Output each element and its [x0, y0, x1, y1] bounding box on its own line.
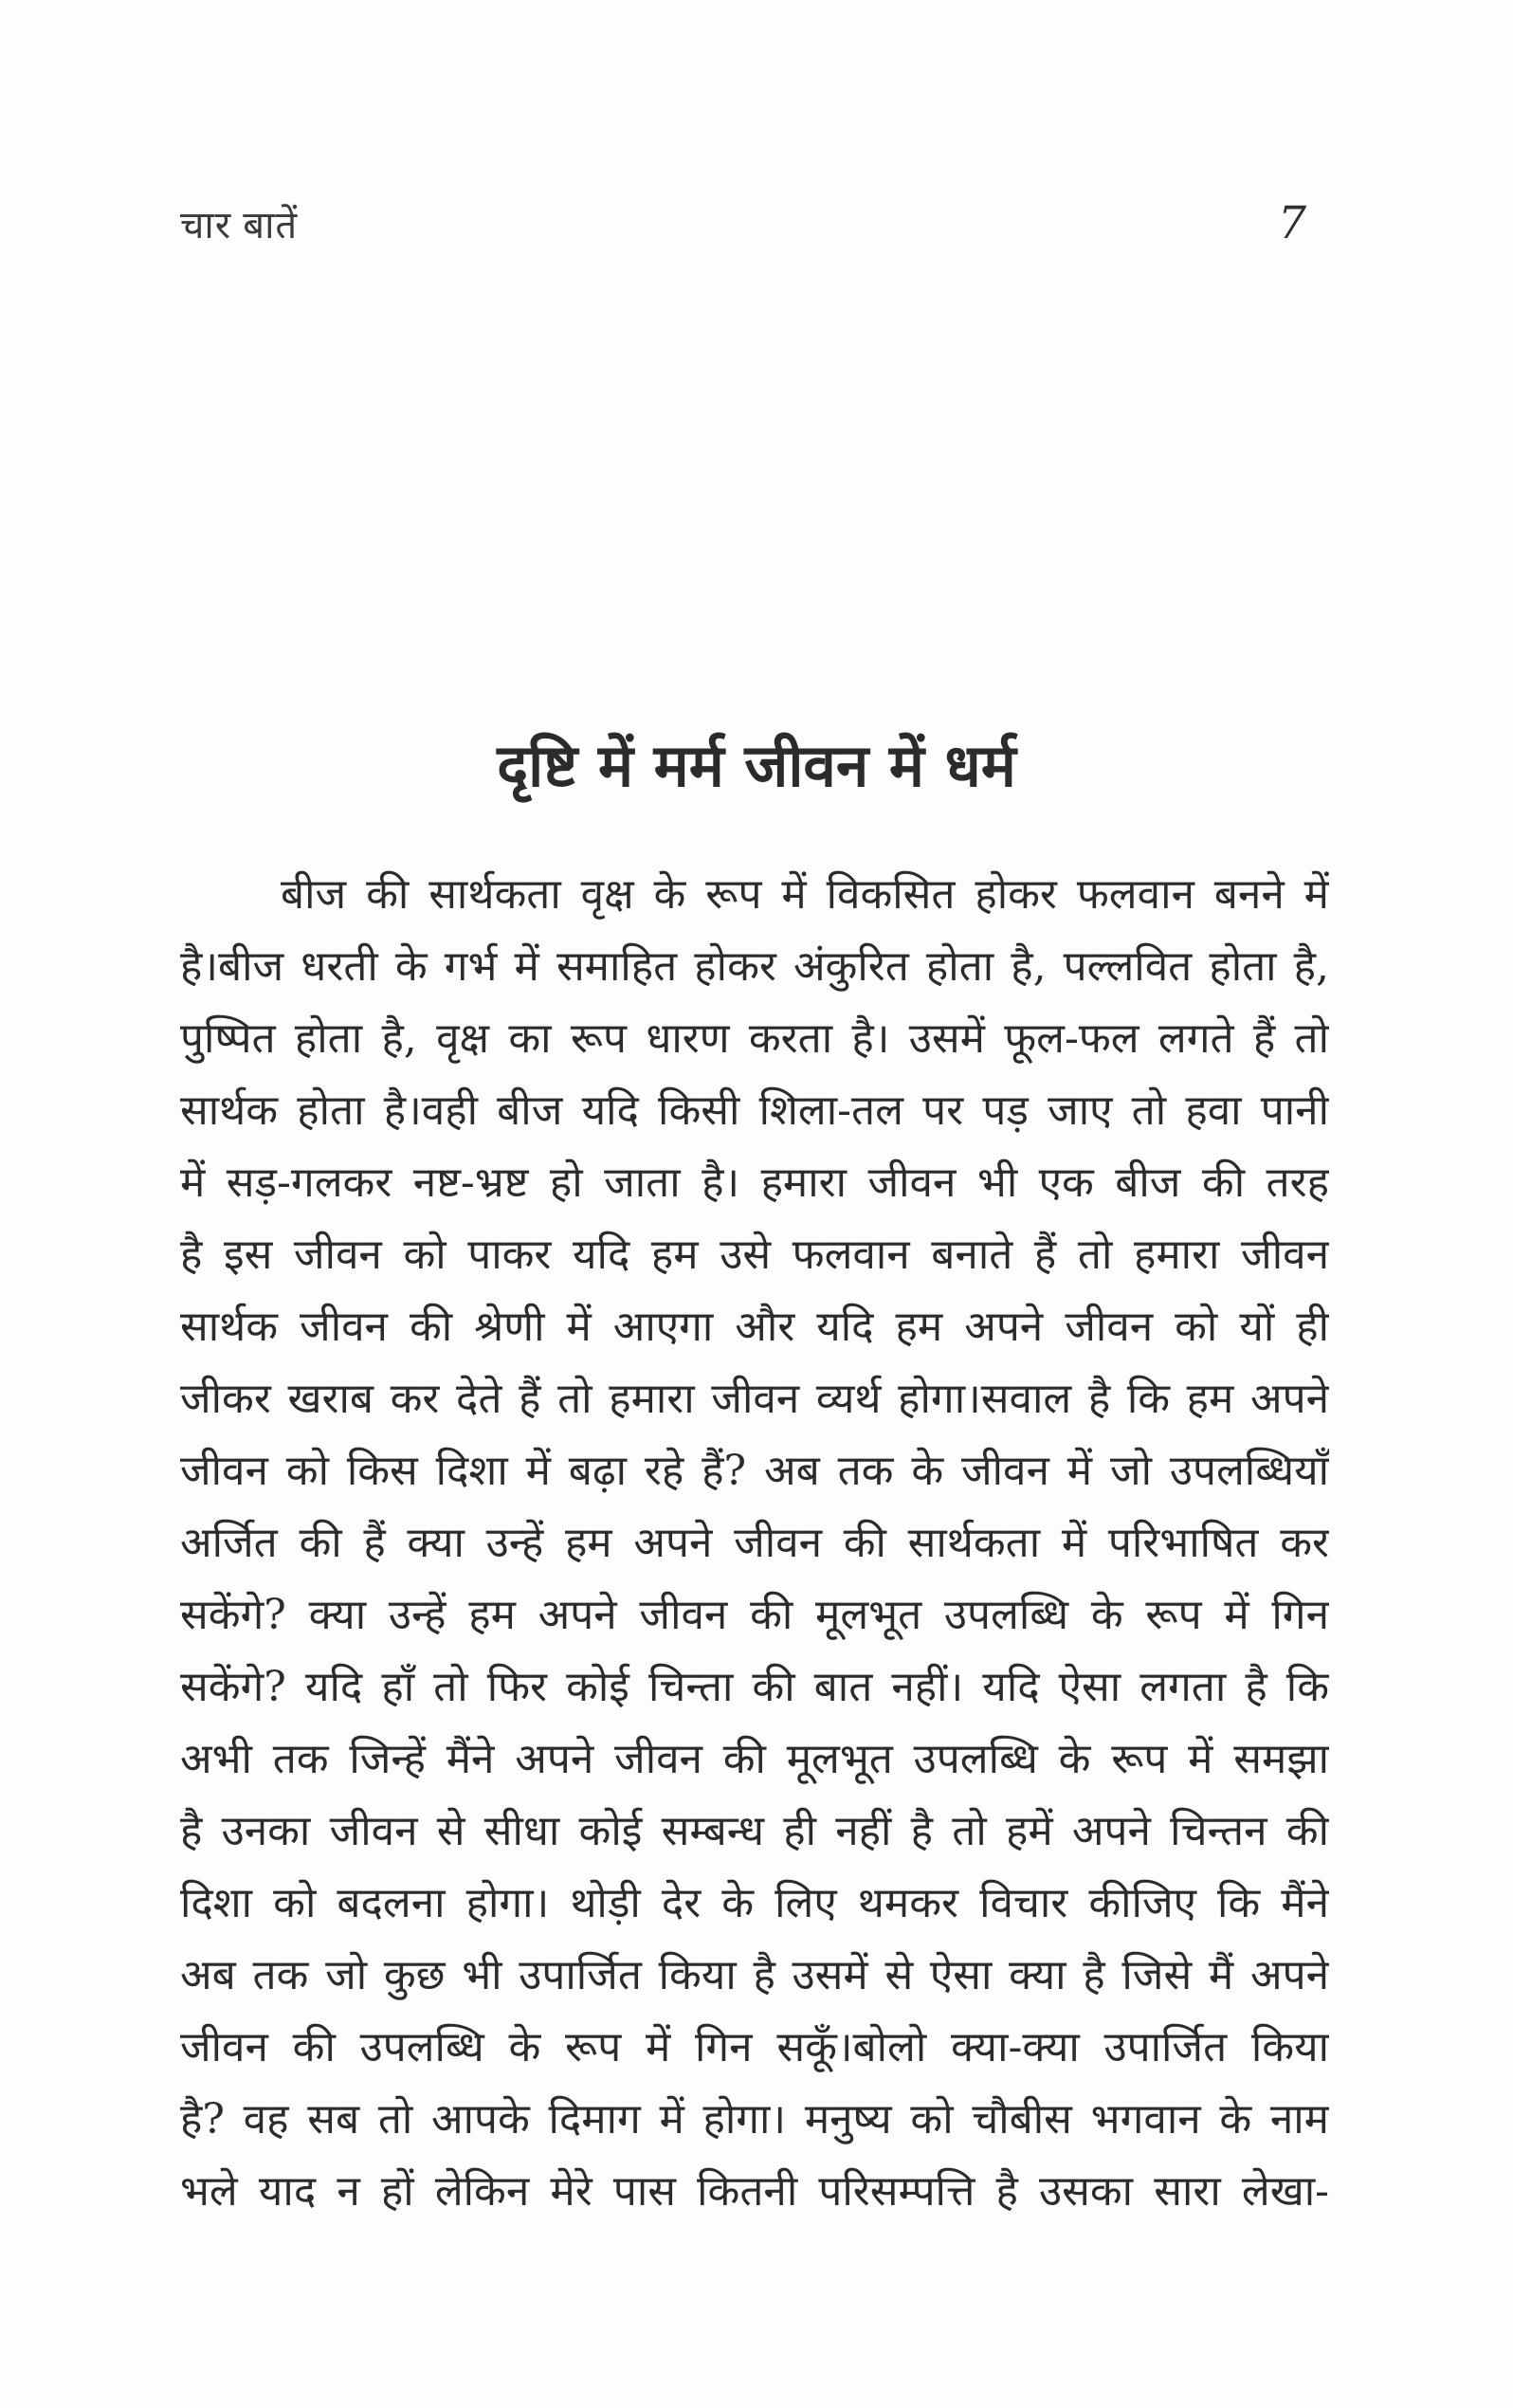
- page-header: [180, 197, 1327, 249]
- running-title: चार बातें: [180, 205, 299, 246]
- body-line: जीकर खराब कर देते हैं तो हमारा जीवन व्यर्थ होगा।सवाल है कि हम अपने: [180, 1375, 1329, 1423]
- body-line: अब तक जो कुछ भी उपार्जित किया है उसमें से ऐसा क्या है जिसे मैं अपने: [180, 1951, 1329, 1999]
- body-line: सकेंगे? क्या उन्हें हम अपने जीवन की मूलभूत उपलब्धि के रूप में गिन: [180, 1591, 1329, 1639]
- body-line: सार्थक जीवन की श्रेणी में आएगा और यदि हम अपने जीवन को यों ही: [180, 1303, 1329, 1351]
- body-line: दिशा को बदलना होगा। थोड़ी देर के लिए थमकर विचार कीजिए कि मैंने: [180, 1879, 1329, 1927]
- body-line: है इस जीवन को पाकर यदि हम उसे फलवान बनाते हैं तो हमारा जीवन: [180, 1231, 1329, 1279]
- body-line: अर्जित की हैं क्या उन्हें हम अपने जीवन की सार्थकता में परिभाषित कर: [180, 1519, 1329, 1567]
- body-line: जीवन को किस दिशा में बढ़ा रहे हैं? अब तक के जीवन में जो उपलब्धियाँ: [180, 1447, 1329, 1495]
- body-paragraph: [180, 859, 1329, 2228]
- body-line: भले याद न हों लेकिन मेरे पास कितनी परिसम्पत्ति है उसका सारा लेखा-: [180, 2167, 1329, 2216]
- body-line: अभी तक जिन्हें मैंने अपने जीवन की मूलभूत उपलब्धि के रूप में समझा: [180, 1735, 1329, 1783]
- body-line: सकेंगे? यदि हाँ तो फिर कोई चिन्ता की बात नहीं। यदि ऐसा लगता है कि: [180, 1663, 1329, 1711]
- body-line: है।बीज धरती के गर्भ में समाहित होकर अंकुरित होता है, पल्लवित होता है,: [180, 942, 1329, 991]
- page-number: 7: [1278, 197, 1306, 249]
- body-line: है? वह सब तो आपके दिमाग में होगा। मनुष्य को चौबीस भगवान के नाम: [180, 2095, 1329, 2143]
- body-line: में सड़-गलकर नष्ट-भ्रष्ट हो जाता है। हमारा जीवन भी एक बीज की तरह: [180, 1158, 1329, 1207]
- body-line: है उनका जीवन से सीधा कोई सम्बन्ध ही नहीं है तो हमें अपने चिन्तन की: [180, 1807, 1329, 1855]
- body-line: बीज की सार्थकता वृक्ष के रूप में विकसित होकर फलवान बनने में: [281, 870, 1329, 919]
- body-line: जीवन की उपलब्धि के रूप में गिन सकूँ।बोलो क्या-क्या उपार्जित किया: [180, 2023, 1329, 2071]
- body-line: पुष्पित होता है, वृक्ष का रूप धारण करता है। उसमें फूल-फल लगते हैं तो: [180, 1014, 1329, 1063]
- chapter-title: दृष्टि में मर्म जीवन में धर्म: [497, 731, 1016, 800]
- body-line: सार्थक होता है।वही बीज यदि किसी शिला-तल पर पड़ जाए तो हवा पानी: [180, 1086, 1329, 1135]
